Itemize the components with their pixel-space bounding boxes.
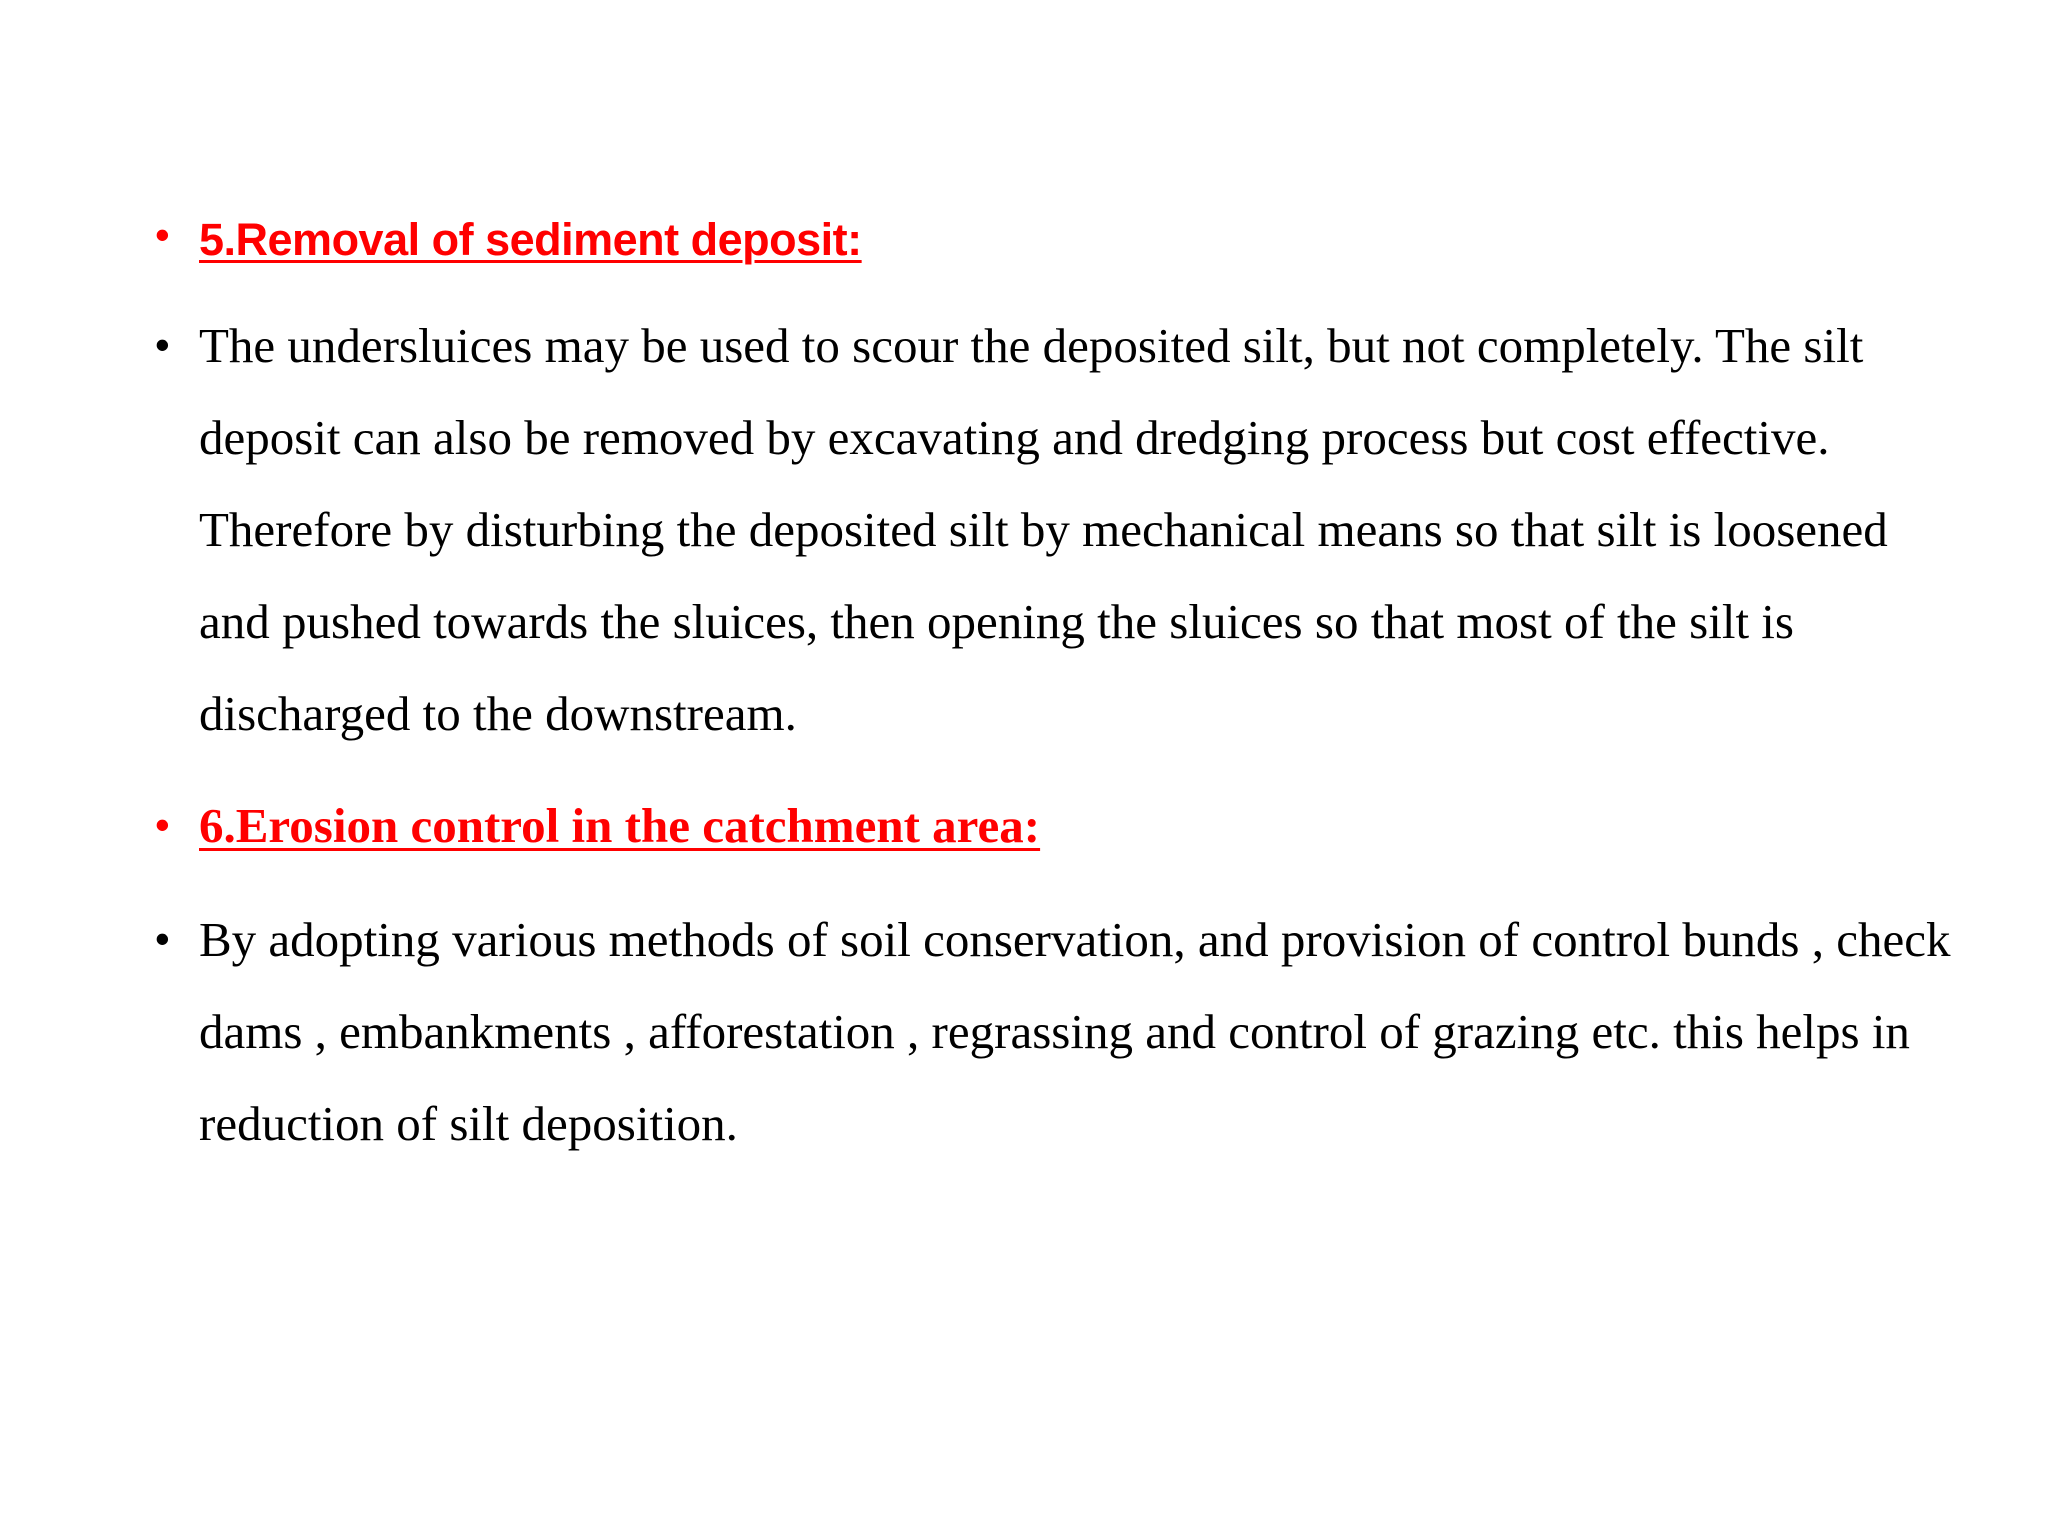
section5-body-text: The undersluices may be used to scour the deposited silt, but not completely. The silt deposit can also be removed by excavating and dredging process but cost effective. Therefore by disturbing the deposited silt by mechanical means so that silt is loosened and pushed towards the sluices, then opening the sluices so that most of the silt is discharged to the downstream. [199,318,1888,741]
bullet-icon: • [155,801,170,848]
bullet-icon: • [155,211,170,258]
section5-heading: 5.Removal of sediment deposit: [199,214,862,265]
section5-heading-row [155,211,1955,266]
section5-body-row [155,300,1955,760]
section6-heading: 6.Erosion control in the catchment area: [199,798,1041,853]
section6-body-row [155,894,1955,1170]
section6-body-text: By adopting various methods of soil conservation, and provision of control bunds , check dams , embankments , afforestation , regrassing and control of grazing etc. this helps in reduction of silt deposition. [199,912,1951,1151]
bullet-icon: • [155,321,170,368]
bullet-icon: • [155,915,170,962]
section6-heading-row [155,798,1955,854]
